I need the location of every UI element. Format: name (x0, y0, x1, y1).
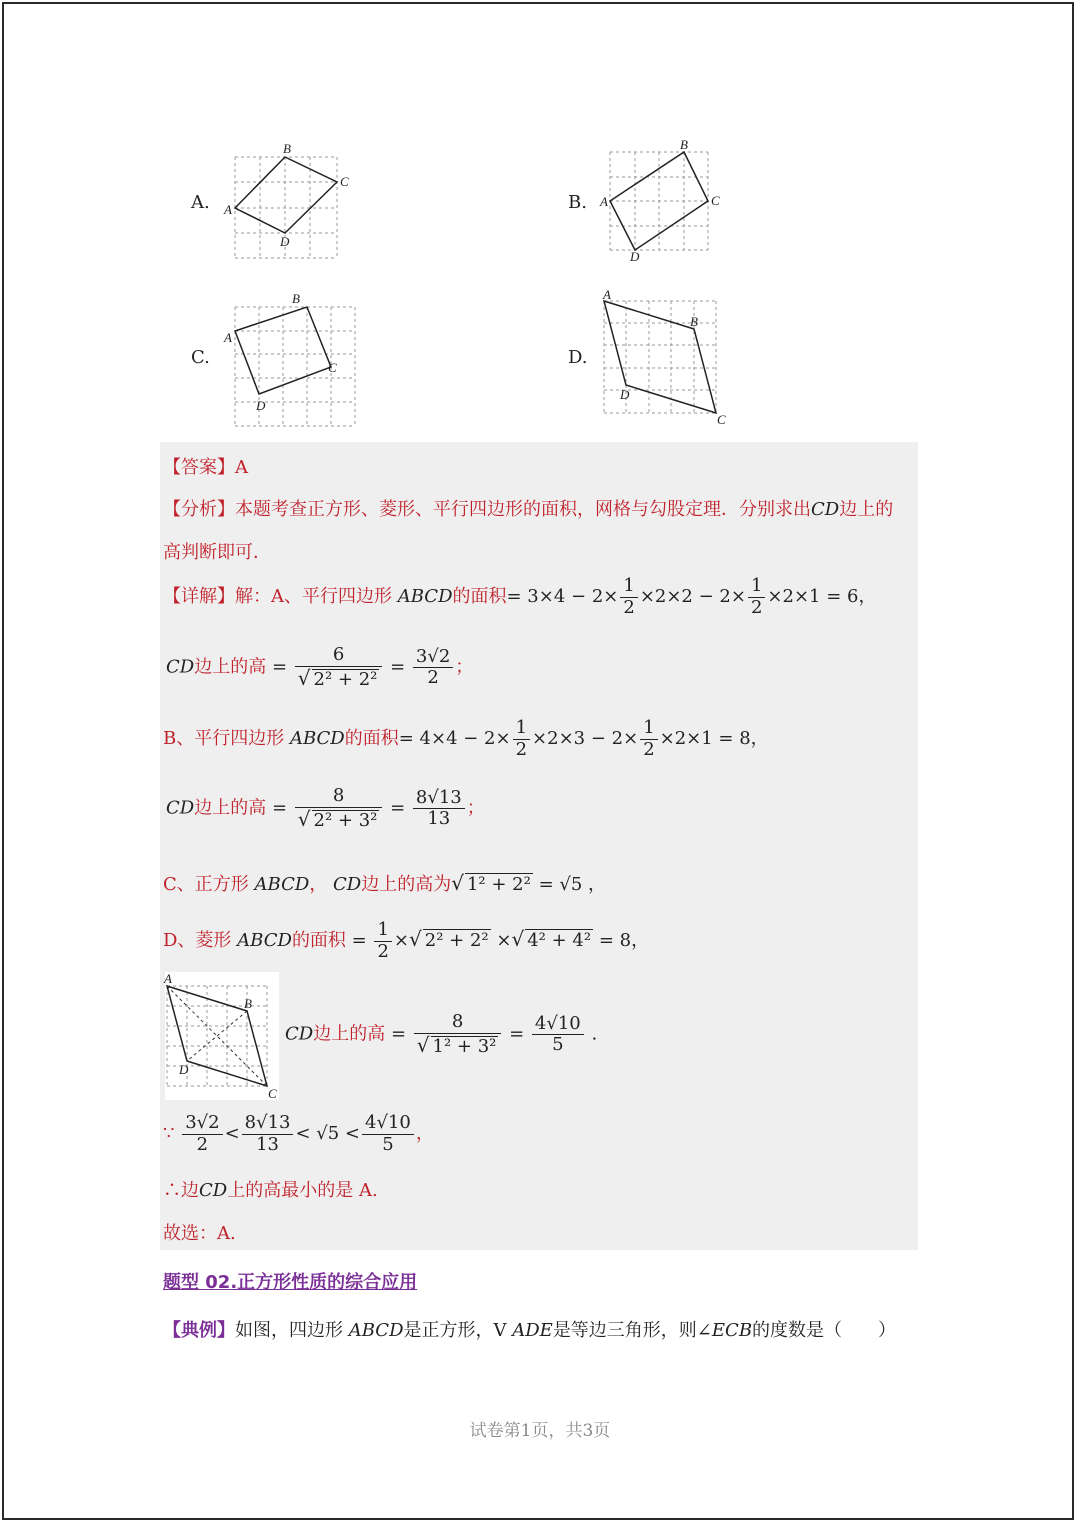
sqrt-body: 1² + 3² (432, 1035, 497, 1057)
frac-den: 2 (750, 596, 763, 618)
rhombus-diagram (163, 970, 283, 1105)
half-fraction (620, 576, 637, 618)
detail-b-height: CD边上的高 = $\frac{8}{\text{√ 2² + 3²}}$ = $\frac{8√13}{13}$ ； (166, 785, 485, 831)
sqrt-body: 4² + 4² (527, 930, 592, 952)
point-c: C (328, 360, 337, 375)
sqrt-body: 2² + 2² (313, 668, 378, 690)
analysis-text: 本题考查正方形、菱形、平行四边形的面积，网格与勾股定理．分别求出 (235, 499, 811, 520)
choice-line: 故选：A. (163, 1223, 236, 1244)
analysis-text-2: 边上的 (839, 499, 894, 520)
frac-den: 2 (427, 667, 439, 689)
point-c: C (340, 174, 349, 189)
point-d: D (630, 249, 640, 264)
point-d: D (280, 234, 290, 249)
point-b: B (292, 291, 300, 306)
point-b: B (244, 996, 252, 1011)
analysis-cd: CD (811, 499, 840, 520)
frac-den: 2 (643, 738, 655, 760)
example-text: 如图，四边形 (235, 1320, 343, 1341)
cd-label: CD (333, 874, 362, 895)
cd-label: CD (166, 656, 195, 678)
frac-den: √ 2² + 3² (297, 806, 378, 831)
height-word: 边上的高为 (361, 874, 452, 895)
option-a-label: A. (191, 192, 210, 213)
cd-label: CD (166, 797, 195, 819)
detail-a-area (163, 576, 876, 618)
point-b: B (680, 137, 688, 152)
sqrt-body: 1² + 2² (466, 874, 531, 895)
frac-num: 1 (374, 920, 391, 942)
abcd-label: ABCD (237, 930, 292, 952)
detail-d-area: D、菱形 ABCD的面积 = $\frac{1}{2}$ ×√ 2² + 2² ×√ 4² + 4² = 8， (163, 919, 650, 962)
option-d-figure (595, 285, 735, 430)
analysis-line-1 (163, 495, 893, 521)
point-d: D (179, 1062, 189, 1077)
therefore-text-2: 上的高最小的是 A. (227, 1180, 378, 1201)
height-fraction (295, 786, 383, 831)
area-word: 的面积 (291, 930, 346, 952)
topic-heading: 题型 02.正方形性质的综合应用 (163, 1272, 418, 1293)
frac-num: 3√2 (182, 1113, 222, 1135)
expr: ×2×1 = 8， (659, 728, 769, 750)
point-c: C (711, 193, 720, 208)
answer-line (163, 453, 248, 479)
expr: ×2×3 − 2× (532, 728, 639, 750)
ade-label: ADE (512, 1320, 553, 1341)
detail-d-prefix: D、菱形 (163, 930, 232, 952)
cd-label: CD (199, 1180, 228, 1201)
half-fraction (640, 718, 657, 760)
expr: = 4×4 − 2× (398, 728, 511, 750)
frac-den: 5 (552, 1034, 564, 1056)
height-fraction (295, 645, 383, 690)
frac-num: 8 (295, 786, 383, 808)
point-a: A (224, 202, 232, 217)
cmp-fraction (362, 1113, 414, 1155)
detail-tag: 【详解】 (163, 586, 235, 608)
frac-num: 4√10 (362, 1113, 414, 1135)
height-word: 边上的高 (194, 797, 267, 819)
cd-label: CD (285, 1023, 314, 1045)
frac-den: 2 (515, 738, 528, 760)
detail-b-area (163, 718, 769, 760)
height-fraction (414, 1012, 502, 1057)
frac-num: 6 (295, 645, 383, 667)
point-a: A (164, 971, 172, 986)
answer-tag: 【答案】 (163, 457, 235, 478)
frac-num: 1 (513, 718, 530, 740)
frac-den: 13 (427, 808, 451, 830)
example-line (163, 1316, 896, 1342)
detail-a-height: CD边上的高 = $\frac{6}{\text{√ 2² + 2²}}$ = $\frac{3√2}{2}$ ； (166, 644, 474, 690)
frac-den: √ 1² + 3² (416, 1032, 497, 1057)
example-text-2: 是正方形，V (403, 1320, 507, 1341)
frac-num: 1 (620, 576, 637, 598)
page-footer: 试卷第1页，共3页 (469, 1421, 611, 1441)
ecb-label: ECB (711, 1320, 753, 1341)
result-fraction (413, 788, 465, 830)
abcd-label: ABCD (397, 586, 453, 608)
sqrt-body: 2² + 2² (424, 930, 489, 952)
detail-d-height: CD边上的高 = $\frac{8}{\text{√ 1² + 3²}}$ = $\frac{4√10}{5}$ . (285, 1011, 598, 1057)
point-b: B (690, 314, 698, 329)
frac-num: 3√2 (413, 647, 453, 669)
expr: = 3×4 − 2× (506, 586, 619, 608)
frac-den: 5 (382, 1133, 394, 1155)
detail-a-prefix: 解：A、平行四边形 (235, 586, 392, 608)
half-fraction (748, 576, 765, 618)
example-tag: 【典例】 (163, 1320, 235, 1341)
frac-num: 8 (414, 1012, 502, 1034)
cmp-mid: < √5 < (295, 1123, 361, 1145)
frac-num: 8√13 (413, 788, 465, 810)
point-a: A (603, 287, 611, 302)
comma: ， (309, 874, 328, 895)
result: = 8， (598, 930, 650, 952)
analysis-tag: 【分析】 (163, 499, 235, 520)
point-c: C (268, 1086, 277, 1101)
point-d: D (620, 387, 630, 402)
point-d: D (256, 398, 266, 413)
abcd-label: ABCD (348, 1320, 404, 1341)
example-text-4: 的度数是（ ） (752, 1320, 897, 1341)
detail-c: C、正方形 ABCD， CD边上的高为√ 1² + 2² = √5 ， (163, 871, 607, 895)
point-a: A (600, 194, 608, 209)
frac-num: 8√13 (242, 1113, 294, 1135)
option-a-figure (220, 140, 350, 265)
example-text-3: 是等边三角形，则∠ (552, 1320, 712, 1341)
height-word: 边上的高 (194, 656, 267, 678)
expr: ×2×2 − 2× (639, 586, 746, 608)
result-fraction (532, 1014, 584, 1056)
frac-den: 13 (256, 1133, 280, 1155)
abcd-label: ABCD (289, 728, 345, 750)
therefore-line (163, 1176, 378, 1202)
frac-den: 2 (377, 940, 389, 962)
sqrt-body: 2² + 3² (313, 809, 378, 831)
point-a: A (224, 330, 232, 345)
option-d-label: D. (568, 347, 588, 368)
detail-c-prefix: C、正方形 (163, 874, 249, 895)
height-word: 边上的高 (313, 1023, 386, 1045)
half-fraction (374, 920, 391, 962)
option-b-label: B. (568, 192, 587, 213)
option-b-figure (595, 135, 725, 265)
result-fraction (413, 647, 453, 689)
answer-value: A (235, 457, 248, 478)
semicolon: ； (466, 797, 485, 819)
semicolon: ； (455, 656, 474, 678)
area-word: 的面积 (452, 586, 507, 608)
because-symbol: ∵ (163, 1123, 175, 1145)
option-c-figure (220, 290, 365, 430)
expr: ×2×1 = 6， (767, 586, 877, 608)
frac-num: 1 (640, 718, 657, 740)
therefore-text: ∴边 (163, 1180, 199, 1201)
detail-b-prefix: B、平行四边形 (163, 728, 285, 750)
point-c: C (717, 412, 726, 427)
half-fraction (513, 718, 530, 760)
cmp-fraction (242, 1113, 294, 1155)
cmp-fraction (182, 1113, 222, 1155)
comparison-line: ∵ $\frac{3√2}{2}$ < $\frac{8√13}{13}$ < √5 < $\frac{4√10}{5}$ ， (163, 1112, 434, 1155)
result: = √5 ， (538, 874, 607, 895)
frac-den: √ 2² + 2² (297, 665, 378, 690)
frac-num: 4√10 (532, 1014, 584, 1036)
point-b: B (283, 141, 291, 156)
analysis-line-2: 高判断即可． (163, 542, 271, 563)
frac-den: 2 (623, 596, 635, 618)
abcd-label: ABCD (254, 874, 310, 895)
option-c-label: C. (191, 347, 210, 368)
frac-num: 1 (748, 576, 765, 598)
frac-den: 2 (196, 1133, 209, 1155)
area-word: 的面积 (344, 728, 399, 750)
